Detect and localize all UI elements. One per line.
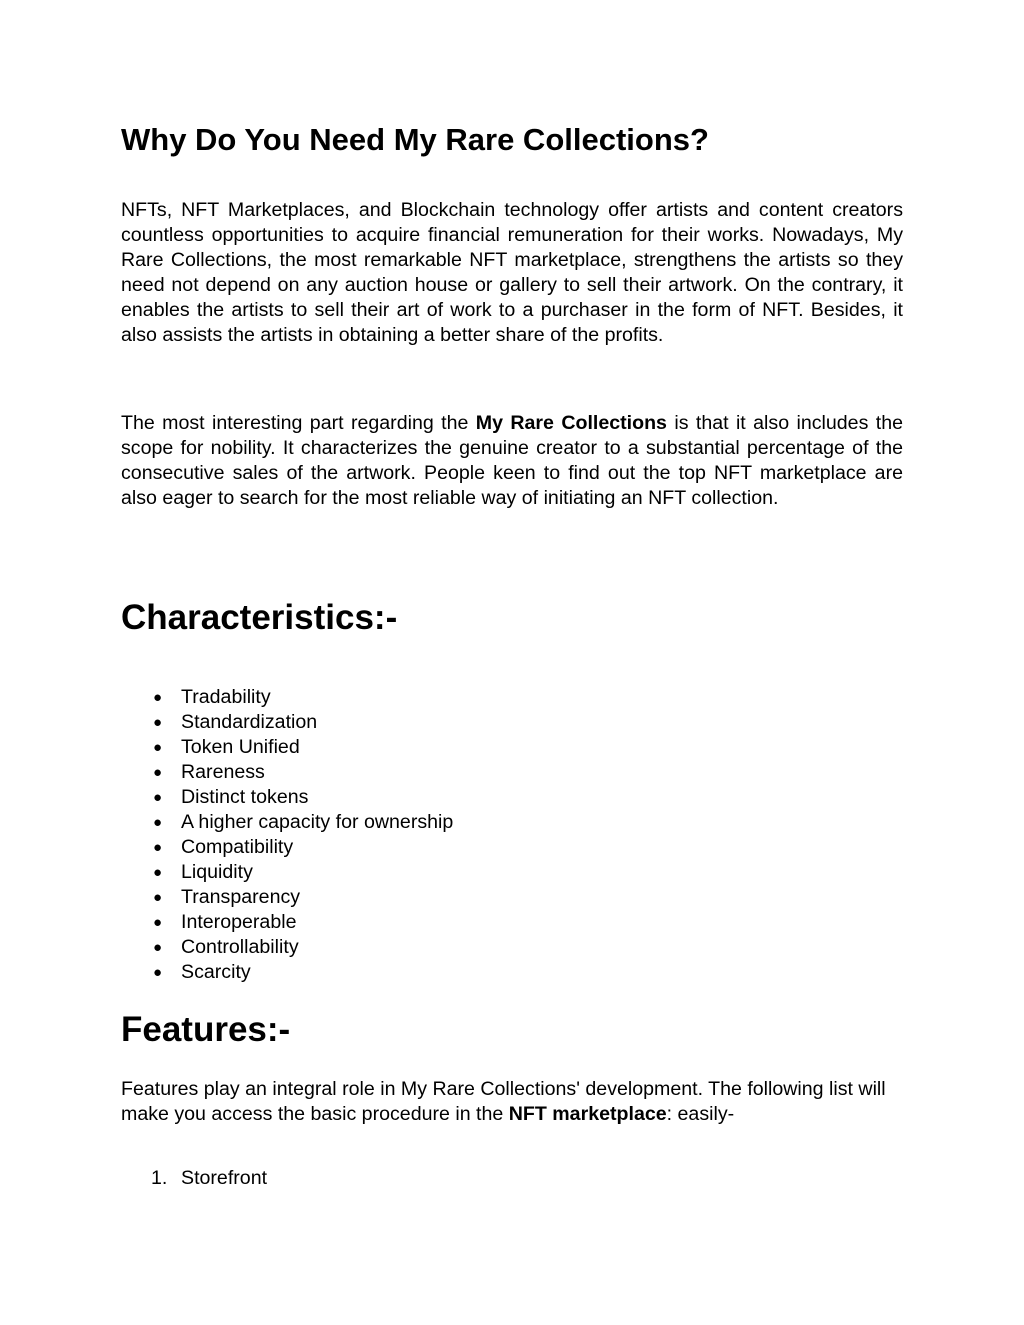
list-item-label: Rareness [181, 761, 265, 783]
features-paragraph-text-before: Features play an integral role in My Rare Collections' development. The following list will make you access the basic procedure in the [121, 1078, 886, 1125]
second-paragraph-bold: My Rare Collections [475, 412, 667, 434]
list-item-label: Controllability [181, 936, 299, 958]
list-item [121, 785, 453, 810]
bullet-icon: ● [153, 839, 163, 856]
list-item-label: Scarcity [181, 961, 251, 983]
list-item [121, 860, 453, 885]
bullet-icon: ● [153, 889, 163, 906]
list-item [121, 935, 453, 960]
list-item-label: Interoperable [181, 911, 297, 933]
heading-why-my-rare-collections: Why Do You Need My Rare Collections? [121, 122, 709, 157]
list-item-label: Liquidity [181, 861, 253, 883]
second-paragraph-text-before: The most interesting part regarding the [121, 412, 476, 434]
list-item-label: Distinct tokens [181, 786, 309, 808]
list-item-label: Compatibility [181, 836, 294, 858]
features-paragraph [121, 1077, 903, 1127]
list-item [121, 910, 453, 935]
bullet-icon: ● [153, 939, 163, 956]
list-item-label: Standardization [181, 711, 318, 733]
list-item [121, 885, 453, 910]
list-item [121, 710, 453, 735]
second-paragraph-text-after: is that it also includes the scope for nobility. It characterizes the genuine creator to a substantial percentage of the consecutive sales of the artwork. People keen to find out the top NFT marketplace are also eager to search for the most reliable way of initiating an NFT collection. [121, 412, 904, 509]
list-item [121, 735, 453, 760]
list-number: 1. [151, 1167, 168, 1189]
bullet-icon: ● [153, 764, 163, 781]
list-item-label: Transparency [181, 886, 301, 908]
features-list [121, 1166, 267, 1191]
bullet-icon: ● [153, 964, 163, 981]
list-item-label: A higher capacity for ownership [181, 811, 454, 833]
bullet-icon: ● [153, 914, 163, 931]
bullet-icon: ● [153, 864, 163, 881]
heading-features: Features:- [121, 1010, 291, 1049]
characteristics-list [121, 685, 453, 985]
heading-characteristics: Characteristics:- [121, 598, 398, 637]
bullet-icon: ● [153, 739, 163, 756]
list-item-label: Tradability [181, 686, 271, 708]
bullet-icon: ● [153, 789, 163, 806]
second-paragraph [121, 411, 903, 511]
list-item [121, 1166, 267, 1191]
features-paragraph-text-after: : easily- [666, 1103, 735, 1125]
list-item-label: Storefront [181, 1167, 268, 1189]
list-item [121, 760, 453, 785]
bullet-icon: ● [153, 814, 163, 831]
bullet-icon: ● [153, 714, 163, 731]
intro-paragraph: NFTs, NFT Marketplaces, and Blockchain technology offer artists and content creators countless opportunities to acquire financial remuneration for their works. Nowadays, My Rare Collections, the most remarkable NFT marketplace, strengthens the artists so they need not depend on any auction house or gallery to sell their artwork. On the contrary, it enables the artists to sell their art of work to a purchaser in the form of NFT. Besides, it also assists the artists in obtaining a better share of the profits. [121, 199, 903, 346]
list-item [121, 835, 453, 860]
features-paragraph-bold: NFT marketplace [508, 1103, 667, 1125]
list-item [121, 960, 453, 985]
bullet-icon: ● [153, 689, 163, 706]
list-item [121, 810, 453, 835]
list-item-label: Token Unified [181, 736, 300, 758]
list-item [121, 685, 453, 710]
